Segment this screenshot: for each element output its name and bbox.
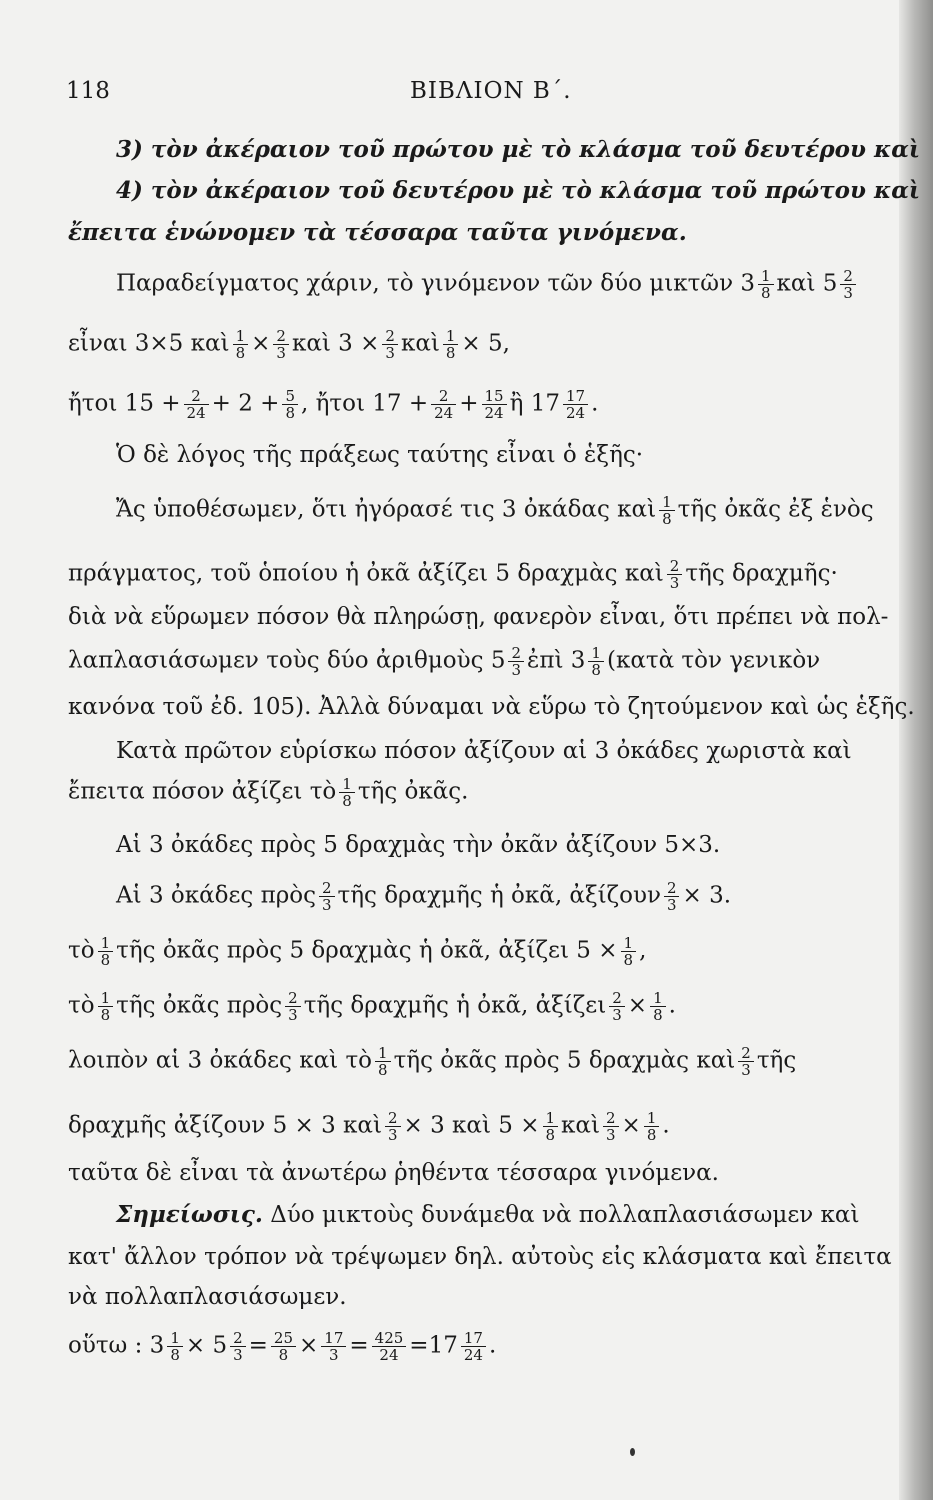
fraction: $\frac{2}{3}$ (285, 990, 301, 1023)
text-line: δραχμῆς ἀξίζουν 5 × 3 καὶ $\frac{2}{3}$ × 3 καὶ 5 × $\frac{1}{8}$ καὶ $\frac{2}{3}$ × $\frac{1}{8}$ . (68, 1109, 670, 1144)
fraction: $\frac{1}{8}$ (339, 776, 355, 809)
text-line: Ὁ δὲ λόγος τῆς πράξεως ταύτης εἶναι ὁ ἑξῆς· (116, 442, 644, 468)
formula-line: εἶναι 3×5 καὶ $\frac{1}{8}$ × $\frac{2}{3}$ καὶ 3 × $\frac{2}{3}$ καὶ $\frac{1}{8}$ × 5, (68, 327, 510, 362)
text-line: λαπλασιάσωμεν τοὺς δύο ἀριθμοὺς 5 $\frac{2}{3}$ ἐπὶ 3 $\frac{1}{8}$ (κατὰ τὸν γενικὸν (68, 644, 821, 679)
text-line: διὰ νὰ εὕρωμεν πόσον θὰ πληρώσῃ, φανερὸν εἶναι, ὅτι πρέπει νὰ πολ- (68, 604, 889, 630)
text-line: 4) τὸν ἀκέραιον τοῦ δευτέρου μὲ τὸ κλάσμα τοῦ πρώτου καὶ (116, 177, 921, 204)
text-line: κατ' ἄλλον τρόπον νὰ τρέψωμεν δηλ. αὐτοὺς εἰς κλάσματα καὶ ἔπειτα (68, 1244, 892, 1270)
fraction: $\frac{1}{8}$ (98, 990, 114, 1023)
fraction: $\frac{2}{3}$ (382, 328, 398, 361)
fraction: $\frac{1}{8}$ (621, 935, 637, 968)
text-line: τὸ $\frac{1}{8}$ τῆς ὀκᾶς πρὸς 5 δραχμὰς ἡ ὀκᾶ, ἀξίζει 5 × $\frac{1}{8}$ , (68, 934, 647, 969)
fraction: $\frac{1}{8}$ (98, 935, 114, 968)
text-line: λοιπὸν αἱ 3 ὀκάδες καὶ τὸ $\frac{1}{8}$ τῆς ὀκᾶς πρὸς 5 δραχμὰς καὶ $\frac{2}{3}$ τῆς (68, 1044, 797, 1079)
text-line: Αἱ 3 ὀκάδες πρὸς $\frac{2}{3}$ τῆς δραχμῆς ἡ ὀκᾶ, ἀξίζουν $\frac{2}{3}$ × 3. (116, 879, 732, 914)
fraction: $\frac{1}{8}$ (758, 268, 774, 301)
text-line: ταῦτα δὲ εἶναι τὰ ἀνωτέρω ῥηθέντα τέσσαρα γινόμενα. (68, 1160, 719, 1186)
text-line: ἔπειτα πόσον ἀξίζει τὸ $\frac{1}{8}$ τῆς ὀκᾶς. (68, 775, 469, 810)
fraction: $\frac{425}{24}$ (372, 1330, 407, 1363)
fraction: $\frac{2}{3}$ (667, 558, 683, 591)
fraction: $\frac{15}{24}$ (482, 388, 507, 421)
fraction: $\frac{1}{8}$ (588, 645, 604, 678)
text-line: Σημείωσις. Δύο μικτοὺς δυνάμεθα νὰ πολλαπλασιάσωμεν καὶ (116, 1201, 860, 1228)
text-line: νὰ πολλαπλασιάσωμεν. (68, 1284, 347, 1310)
fraction: $\frac{17}{3}$ (321, 1330, 346, 1363)
fraction: $\frac{1}{8}$ (443, 328, 459, 361)
text-line: Ἄς ὑποθέσωμεν, ὅτι ἠγόρασέ τις 3 ὀκάδας καὶ $\frac{1}{8}$ τῆς ὀκᾶς ἐξ ἑνὸς (116, 493, 874, 528)
fraction: $\frac{2}{3}$ (319, 880, 335, 913)
fraction: $\frac{2}{24}$ (431, 388, 456, 421)
fraction: $\frac{2}{3}$ (508, 645, 524, 678)
fraction: $\frac{1}{8}$ (167, 1330, 183, 1363)
fraction: $\frac{1}{8}$ (375, 1045, 391, 1078)
fraction: $\frac{2}{3}$ (738, 1045, 754, 1078)
text-line: Κατὰ πρῶτον εὑρίσκω πόσον ἀξίζουν αἱ 3 ὀκάδες χωριστὰ καὶ (116, 738, 852, 764)
fraction: $\frac{17}{24}$ (461, 1330, 486, 1363)
running-head: ΒΙΒΛΙΟΝ Β΄. (410, 78, 572, 104)
text-line: Παραδείγματος χάριν, τὸ γινόμενον τῶν δύο μικτῶν 3 $\frac{1}{8}$ καὶ 5 $\frac{2}{3}$ (68, 268, 916, 301)
fraction: $\frac{2}{3}$ (840, 268, 856, 301)
note-heading: Σημείωσις. (116, 1201, 263, 1228)
fraction: $\frac{2}{3}$ (273, 328, 289, 361)
formula-line: οὕτω : 3 $\frac{1}{8}$ × 5 $\frac{2}{3}$ = $\frac{25}{8}$ × $\frac{17}{3}$ = $\frac{425}{24}$ =17 $\frac{17}{24}$ . (68, 1329, 497, 1364)
fraction: $\frac{25}{8}$ (271, 1330, 296, 1363)
text-line: ἔπειτα ἑνώνομεν τὰ τέσσαρα ταῦτα γινόμενα. (68, 219, 687, 246)
fraction: $\frac{5}{8}$ (282, 388, 298, 421)
text-line: πράγματος, τοῦ ὁποίου ἡ ὀκᾶ ἀξίζει 5 δραχμὰς καὶ $\frac{2}{3}$ τῆς δραχμῆς· (68, 557, 838, 592)
fraction: $\frac{1}{8}$ (659, 494, 675, 527)
fraction: $\frac{1}{8}$ (233, 328, 249, 361)
fraction: $\frac{2}{3}$ (664, 880, 680, 913)
fraction: $\frac{1}{8}$ (543, 1110, 559, 1143)
text-line: Αἱ 3 ὀκάδες πρὸς 5 δραχμὰς τὴν ὀκᾶν ἀξίζουν 5×3. (116, 832, 721, 858)
fraction: $\frac{2}{3}$ (609, 990, 625, 1023)
fraction: $\frac{2}{3}$ (603, 1110, 619, 1143)
page-number: 118 (66, 78, 110, 104)
fraction: $\frac{2}{24}$ (184, 388, 209, 421)
text-line: κανόνα τοῦ ἐδ. 105). Ἀλλὰ δύναμαι νὰ εὕρω τὸ ζητούμενον καὶ ὡς ἑξῆς. (68, 694, 915, 720)
text-line: τὸ $\frac{1}{8}$ τῆς ὀκᾶς πρὸς $\frac{2}{3}$ τῆς δραχμῆς ἡ ὀκᾶ, ἀξίζει $\frac{2}{3}$ × $\frac{1}{8}$ . (68, 989, 676, 1024)
fraction: $\frac{17}{24}$ (563, 388, 588, 421)
text-line: 3) τὸν ἀκέραιον τοῦ πρώτου μὲ τὸ κλάσμα τοῦ δευτέρου καὶ (116, 136, 921, 163)
fraction: $\frac{2}{3}$ (230, 1330, 246, 1363)
formula-line: ἤτοι 15 + $\frac{2}{24}$ + 2 + $\frac{5}{8}$ , ἤτοι 17 + $\frac{2}{24}$ + $\frac{15}{24}$ ἢ 17 $\frac{17}{24}$ . (68, 387, 599, 422)
fraction: $\frac{1}{8}$ (650, 990, 666, 1023)
fraction: $\frac{2}{3}$ (385, 1110, 401, 1143)
ink-spot (630, 1448, 635, 1456)
fraction: $\frac{1}{8}$ (644, 1110, 660, 1143)
